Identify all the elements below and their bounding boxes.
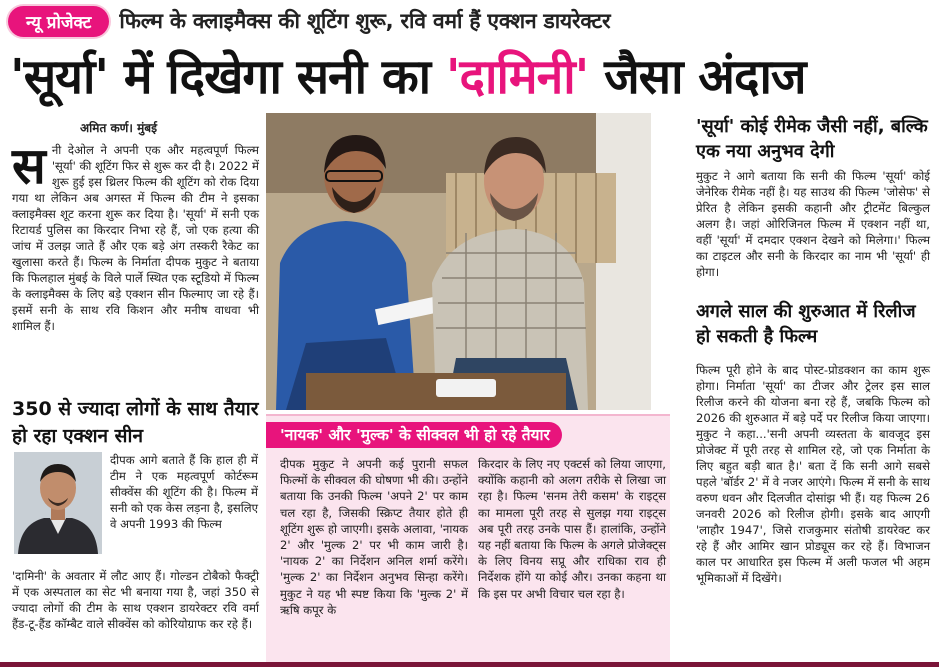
- left-side-text: दीपक आगे बताते हैं कि हाल ही में टीम ने एक महत्वपूर्ण कोर्टरूम सीक्वेंस की शूटिंग की है। फिल्म में सनी को एक केस लड़ना है, इसलिए वे अपनी 1993 की फिल्म: [110, 453, 258, 531]
- bottom-rule: [0, 662, 939, 667]
- right-column-1: [696, 168, 930, 280]
- byline: अमित कर्ण। मुंबई: [80, 121, 158, 135]
- right-text-2: फिल्म पूरी होने के बाद पोस्ट-प्रोडक्शन का काम शुरू होगा। निर्माता 'सूर्या' का टीजर और ट्रेलर इस साल रिलीज करने की योजना बना रहे हैं, जबकि फिल्म को 2026 की शुरुआत में बड़े पर्दे पर रिलीज किया जाएगा। मुकुट ने कहा...'सनी अपनी व्यस्तता के बावजूद इस प्रोजेक्ट में पूरी तरह से शामिल रहे, जो एक निर्माता के लिए बहुत बड़ी बात है।' बता दें कि सनी आगे सबसे पहले 'बॉर्डर 2' में वे नजर आएंगे। फिल्म में सनी के साथ वरुण धवन और दिलजीत दोसांझ भी हैं। यह फिल्म 26 जनवरी 2026 को रिलीज होगी। इसके बाद आएगी 'लाहौर 1947', जिसे राजकुमार संतोषी डायरेक्ट कर रहे हैं और आमिर खान प्रोड्यूस कर रहे हैं। विभाजन काल पर आधारित इस फिल्म में अली फजल भी अहम भूमिकाओं में दिखेंगे।: [696, 363, 930, 585]
- right-text-1: मुकुट ने आगे बताया कि सनी की फिल्म 'सूर्या' कोई जेनेरिक रीमेक नहीं है। यह साउथ की फिल्म 'जोसेफ' से प्रेरित है लेकिन इसकी कहानी और ट्रीटमेंट बिल्कुल अलग है। जहां ओरिजिनल फिल्म में एक्शन नहीं था, वहीं 'सूर्या' में दमदार एक्शन देखने को मिलेगा।' फिल्म का टाइटल और सनी के किरदार का नाम भी 'सूर्या' ही होगा।: [696, 169, 930, 279]
- left-intro-text: नी देओल ने अपनी एक और महत्वपूर्ण फिल्म 'सूर्या' की शूटिंग फिर से शुरू कर दी है। 2022 में शुरू हुई इस थ्रिलर फिल्म की शूटिंग को रोक दिया गया था लेकिन अब अगस्त में फिल्म की टीम ने इसका क्लाइमैक्स शूट करना शुरू कर दिया है। 'सूर्या' में सनी एक रिटायर्ड पुलिस का किरदार निभा रहे हैं, जो एक हत्या की जांच में उलझ जाते हैं और एक बड़े अंग तस्करी रैकेट का खुलासा करते हैं। फिल्म के निर्माता दीपक मुकुट ने बताया कि फिलहाल मुंबई के विले पार्ले स्थित एक स्टूडियो में फिल्म के क्लाइमैक्स के लिए बड़े एक्शन सीन फिल्माए जा रहे हैं। इसमें सनी के साथ रवि किशन और मनीष वाधवा भी शामिल हैं।: [12, 143, 259, 333]
- left-intro-column: [12, 136, 259, 334]
- left-subhead: 350 से ज्यादा लोगों के साथ तैयार हो रहा एक्शन सीन: [12, 398, 259, 447]
- kicker-label: न्यू प्रोजेक्ट: [8, 6, 109, 37]
- sequel-box: [266, 414, 670, 662]
- dropcap: स: [12, 136, 46, 195]
- right-subhead-1: 'सूर्या' कोई रीमेक जैसी नहीं, बल्कि एक नया अनुभव देगी: [696, 116, 928, 162]
- sequel-box-col-1: दीपक मुकुट ने अपनी कई पुरानी सफल फिल्मों के सीक्वल की घोषणा भी की। उन्होंने बताया कि उनकी फिल्म 'अपने 2' पर काम चल रहा है, जिसकी स्क्रिप्ट तैयार होते ही शूटिंग शुरू हो जाएगी। इसके अलावा, 'नायक 2' और 'मुल्क 2' पर भी काम जारी है। 'नायक 2' का निर्देशन अनिल शर्मा करेंगे। 'मुल्क 2' का निर्देशन अनुभव सिन्हा करेंगे। मुकुट ने यह भी स्पष्ट किया कि 'मुल्क 2' में ऋषि कपूर के: [280, 457, 468, 617]
- left-bottom-text: 'दामिनी' के अवतार में लौट आए हैं। गोल्डन टोबैको फैक्ट्री में एक अस्पताल का सेट भी बनाया गया है, जहां 350 से ज्यादा लोगों की टीम के साथ एक्शन डायरेक्टर रवि वर्मा हैंड-टू-हैंड कॉम्बैट वाले सीक्वेंस को कोरियोग्राफ कर रहे हैं।: [12, 569, 259, 631]
- right-subhead-2: अगले साल की शुरुआत में रिलीज हो सकती है फिल्म: [696, 301, 916, 347]
- headline: [10, 44, 930, 110]
- kicker-text: फिल्म के क्लाइमैक्स की शूटिंग शुरू, रवि वर्मा हैं एक्शन डायरेक्टर: [119, 9, 611, 33]
- main-photo: [266, 113, 651, 410]
- kicker-row: [8, 4, 932, 38]
- right-column-2: [696, 362, 930, 586]
- headline-highlight: 'दामिनी': [445, 49, 589, 105]
- headline-part1: 'सूर्या' में दिखेगा सनी का: [10, 49, 446, 105]
- producer-photo: [14, 452, 102, 554]
- sequel-box-title: 'नायक' और 'मुल्क' के सीक्वल भी हो रहे तैयार: [266, 422, 562, 448]
- producer-portrait-icon: [14, 452, 102, 554]
- left-side-column: [110, 452, 258, 532]
- sequel-box-col-2: किरदार के लिए नए एक्टर्स को लिया जाएगा, क्योंकि कहानी को अलग तरीके से लिखा जा रहा है। फिल्म 'सनम तेरी कसम' के राइट्स का मामला पूरी तरह से सुलझ गया राइट्स अब पूरी तरह उनके पास हैं। हालांकि, उन्होंने यह नहीं बताया कि फिल्म के अगले प्रोजेक्ट्स के लिए विनय सप्रू और राधिका राव ही निर्देशक होंगे या कोई और। उनका कहना था कि इस पर अभी विचार चल रहा है।: [478, 457, 666, 601]
- actors-photo-icon: [266, 113, 651, 410]
- left-bottom-column: [12, 568, 259, 632]
- headline-part2: जैसा अंदाज: [588, 49, 806, 105]
